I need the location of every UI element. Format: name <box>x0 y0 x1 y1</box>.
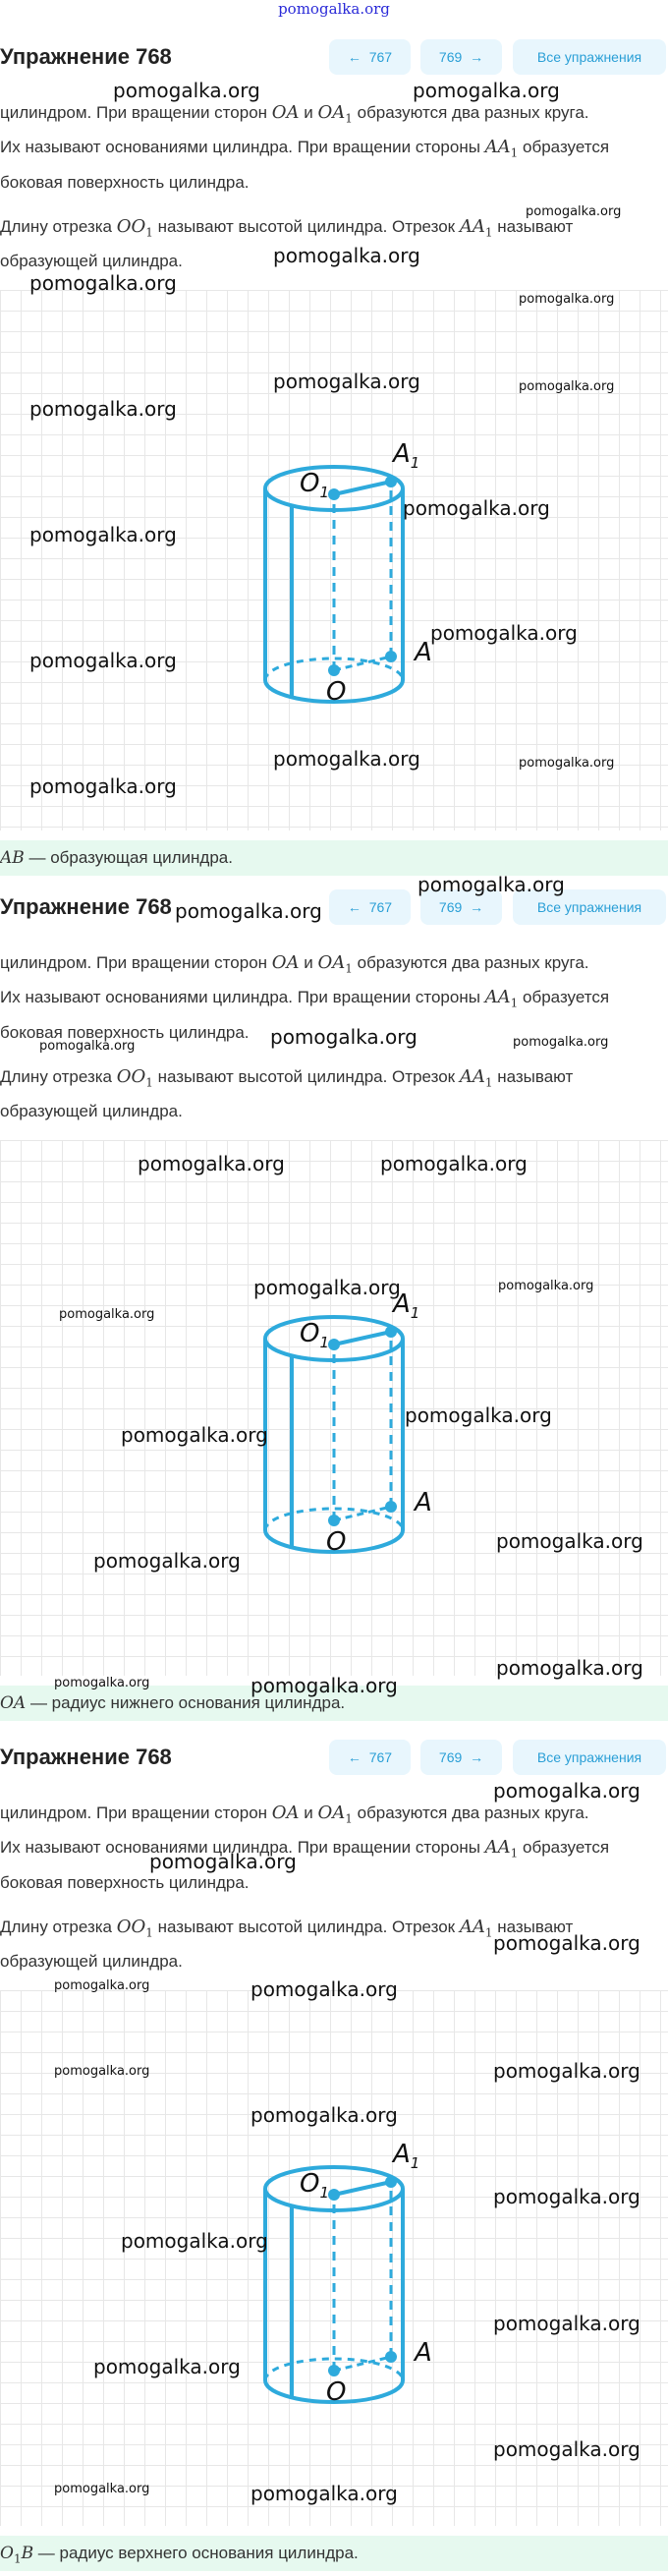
cylinder-diagram <box>0 1140 668 1676</box>
next-label: 769 <box>438 1749 463 1765</box>
watermark: pomogalka.org <box>493 1931 640 1955</box>
prev-exercise-button[interactable] <box>329 889 411 925</box>
label-o: O <box>326 1527 347 1557</box>
label-a1: $A_1$ <box>393 1289 420 1322</box>
text-line-4: Длину отрезка $OO_1$ называют высотой цилиндра. Отрезок $AA_1$ называют <box>0 1917 574 1940</box>
watermark: pomogalka.org <box>273 370 420 393</box>
page-title: Упражнение 768 <box>0 1745 172 1769</box>
label-a: A <box>415 638 432 667</box>
point-o <box>328 664 340 676</box>
prev-exercise-button[interactable] <box>329 39 411 75</box>
watermark: pomogalka.org <box>519 292 615 307</box>
watermark: pomogalka.org <box>113 79 260 102</box>
watermark: pomogalka.org <box>430 621 578 645</box>
next-exercise-button[interactable] <box>420 1740 502 1775</box>
watermark: pomogalka.org <box>405 1403 552 1427</box>
text-line-2: Их называют основаниями цилиндра. При вращении стороны $AA_1$ образуется <box>0 987 610 1010</box>
watermark: pomogalka.org <box>250 2482 398 2505</box>
point-a <box>385 2351 397 2363</box>
text-line-1: цилиндром. При вращении сторон OA и $OA_1$ образуются два разных круга. <box>0 952 589 976</box>
next-label: 769 <box>438 899 463 915</box>
label-o1: $O_1$ <box>300 1319 330 1351</box>
label-o: O <box>326 677 347 707</box>
page-title: Упражнение 768 <box>0 44 172 69</box>
watermark: pomogalka.org <box>380 1152 528 1175</box>
label-o1: $O_1$ <box>300 2169 330 2202</box>
prev-label: 767 <box>368 49 393 65</box>
watermark: pomogalka.org <box>496 1656 643 1680</box>
arrow-right-icon: → <box>470 1749 484 1765</box>
watermark: pomogalka.org <box>493 2437 640 2461</box>
next-label: 769 <box>438 49 463 65</box>
text-line-4: Длину отрезка $OO_1$ называют высотой цилиндра. Отрезок $AA_1$ называют <box>0 1066 574 1090</box>
site-header[interactable]: pomogalka.org <box>278 0 390 18</box>
watermark: pomogalka.org <box>54 2064 150 2079</box>
watermark: pomogalka.org <box>149 1850 297 1873</box>
segment-o1a1 <box>334 1332 391 1345</box>
point-o <box>328 2365 340 2376</box>
watermark: pomogalka.org <box>121 2229 268 2253</box>
answer-line: AB — образующая цилиндра. <box>0 840 668 876</box>
figure-grid <box>0 1140 668 1676</box>
arrow-left-icon: ← <box>347 899 362 915</box>
watermark: pomogalka.org <box>513 1035 609 1050</box>
arrow-right-icon: → <box>470 49 484 65</box>
watermark: pomogalka.org <box>413 79 560 102</box>
watermark: pomogalka.org <box>250 1977 398 2001</box>
all-exercises-button[interactable]: Все упражнения <box>513 889 666 925</box>
point-a1 <box>385 2176 397 2188</box>
text-line-2: Их называют основаниями цилиндра. При вращении стороны $AA_1$ образуется <box>0 137 610 160</box>
watermark: pomogalka.org <box>29 649 177 672</box>
watermark: pomogalka.org <box>39 1039 136 1054</box>
text-line-1: цилиндром. При вращении сторон OA и $OA_1$ образуются два разных круга. <box>0 1803 589 1826</box>
arrow-left-icon: ← <box>347 1749 362 1765</box>
point-o1 <box>328 2189 340 2201</box>
label-a1: $A_1$ <box>393 439 420 472</box>
watermark: pomogalka.org <box>29 774 177 798</box>
watermark: pomogalka.org <box>138 1152 285 1175</box>
arrow-left-icon: ← <box>347 49 362 65</box>
watermark: pomogalka.org <box>526 204 622 219</box>
watermark: pomogalka.org <box>54 1978 150 1993</box>
point-a1 <box>385 1326 397 1338</box>
watermark: pomogalka.org <box>498 1279 594 1293</box>
watermark: pomogalka.org <box>496 1529 643 1553</box>
watermark: pomogalka.org <box>493 2059 640 2083</box>
text-line-4: Длину отрезка $OO_1$ называют высотой цилиндра. Отрезок $AA_1$ называют <box>0 216 574 240</box>
text-line-3: боковая поверхность цилиндра. <box>0 1023 250 1042</box>
watermark: pomogalka.org <box>519 756 615 771</box>
segment-o1a1 <box>334 2182 391 2195</box>
watermark: pomogalka.org <box>519 379 615 394</box>
next-exercise-button[interactable] <box>420 39 502 75</box>
prev-exercise-button[interactable] <box>329 1740 411 1775</box>
watermark: pomogalka.org <box>493 1779 640 1803</box>
exercise-section-1 <box>0 0 668 868</box>
all-exercises-button[interactable]: Все упражнения <box>513 39 666 75</box>
all-exercises-button[interactable]: Все упражнения <box>513 1740 666 1775</box>
segment-o1a1 <box>334 482 391 494</box>
watermark: pomogalka.org <box>54 2482 150 2496</box>
answer-line: OA — радиус нижнего основания цилиндра. <box>0 1686 668 1721</box>
answer-line: $O_1B$ — радиус верхнего основания цилиндра. <box>0 2536 668 2571</box>
watermark: pomogalka.org <box>93 2355 241 2378</box>
arrow-right-icon: → <box>470 899 484 915</box>
label-o: O <box>326 2377 347 2407</box>
watermark: pomogalka.org <box>54 1676 150 1690</box>
segment-oa <box>334 1507 391 1520</box>
label-a: A <box>415 2338 432 2368</box>
watermark: pomogalka.org <box>121 1423 268 1447</box>
prev-label: 767 <box>368 1749 393 1765</box>
watermark: pomogalka.org <box>175 899 322 923</box>
text-line-5: образующей цилиндра. <box>0 1952 183 1971</box>
watermark: pomogalka.org <box>273 747 420 771</box>
point-a <box>385 651 397 662</box>
text-line-1: цилиндром. При вращении сторон OA и $OA_1$ образуются два разных круга. <box>0 102 589 126</box>
watermark: pomogalka.org <box>273 244 420 267</box>
watermark: pomogalka.org <box>403 496 550 520</box>
point-a1 <box>385 476 397 487</box>
watermark: pomogalka.org <box>250 1674 398 1697</box>
watermark: pomogalka.org <box>29 523 177 546</box>
watermark: pomogalka.org <box>253 1276 401 1299</box>
point-o1 <box>328 488 340 500</box>
watermark: pomogalka.org <box>29 271 177 295</box>
watermark: pomogalka.org <box>270 1025 418 1049</box>
watermark: pomogalka.org <box>29 397 177 421</box>
label-a: A <box>415 1488 432 1517</box>
watermark: pomogalka.org <box>59 1307 155 1322</box>
prev-label: 767 <box>368 899 393 915</box>
segment-oa <box>334 657 391 670</box>
text-line-3: боковая поверхность цилиндра. <box>0 1873 250 1892</box>
watermark: pomogalka.org <box>493 2312 640 2335</box>
text-line-2: Их называют основаниями цилиндра. При вращении стороны $AA_1$ образуется <box>0 1837 610 1860</box>
text-line-5: образующей цилиндра. <box>0 1102 183 1120</box>
point-o <box>328 1515 340 1526</box>
page-title: Упражнение 768 <box>0 894 172 919</box>
point-o1 <box>328 1339 340 1350</box>
label-a1: $A_1$ <box>393 2140 420 2172</box>
text-line-3: боковая поверхность цилиндра. <box>0 173 250 192</box>
watermark: pomogalka.org <box>250 2103 398 2127</box>
text-line-5: образующей цилиндра. <box>0 252 183 270</box>
watermark: pomogalka.org <box>418 873 565 896</box>
watermark: pomogalka.org <box>93 1549 241 1573</box>
watermark: pomogalka.org <box>493 2185 640 2208</box>
label-o1: $O_1$ <box>300 469 330 501</box>
segment-oa <box>334 2357 391 2371</box>
point-a <box>385 1501 397 1513</box>
